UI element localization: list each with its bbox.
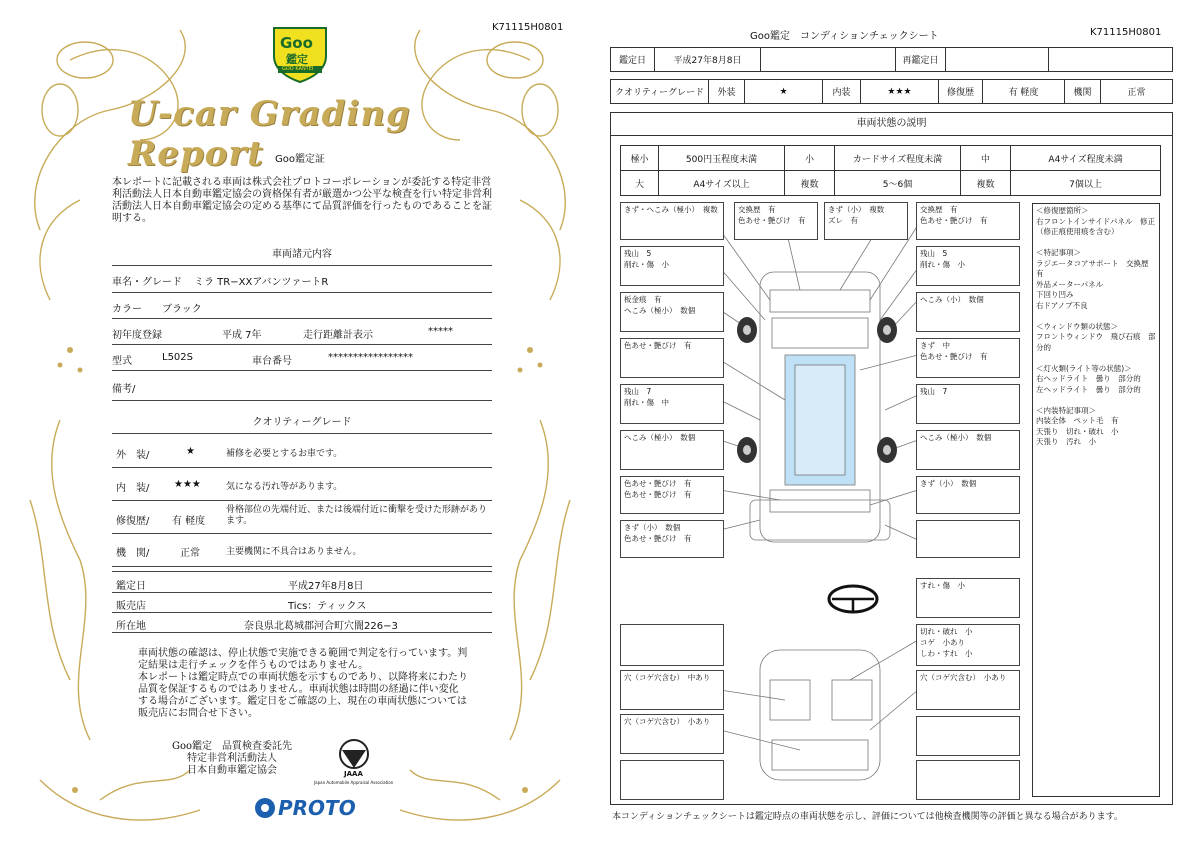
engine-value: 正常 — [180, 548, 200, 559]
damage-note: 残山 5 削れ・傷 小 — [624, 249, 669, 269]
interior-label: 内 装/ — [116, 483, 150, 494]
sheet-title: Goo鑑定 コンディションチェックシート — [750, 31, 939, 42]
repair-label: 修復歴/ — [116, 516, 150, 527]
re-date-label: 再鑑定日 — [896, 48, 946, 72]
date-label: 鑑定日 — [611, 48, 655, 72]
spec-header: 車両諸元内容 — [272, 249, 332, 260]
disclaimer-text: 車両状態の確認は、停止状態で実施できる範囲で判定を行っています。判定結果は走行チェックを伴うものではありません。 本レポートは鑑定時点での車両状態を示すものであり、以降将来にわたり品質を保証するものではありません。車両状態は時間の経過に伴い変化する場合がございます。鑑定日をご確認の上、現在の車両状態については販売店にお問合せ下さい。 — [138, 648, 468, 719]
car-name-label: 車名・グレード — [112, 277, 182, 288]
damage-note: へこみ（極小） 数個 — [920, 433, 992, 442]
legend-value: 500円玉程度未満 — [659, 146, 785, 171]
interior-desc: 気になる汚れ等があります。 — [226, 482, 343, 492]
repair-desc: 骨格部位の先端付近、または後端付近に衝撃を受けた形跡があります。 — [226, 505, 488, 526]
interior-note: 切れ・破れ 小 コゲ 小あり しわ・すれ 小 — [920, 627, 973, 658]
model-value: L502S — [162, 352, 194, 363]
interior-note: 穴（コゲ穴含む） 小あり — [624, 717, 711, 726]
footer-note: 本コンディションチェックシートは鑑定時点の車両状態を示し、評価については他検査機関等の評価と異なる場合があります。 — [612, 812, 1123, 822]
sheet-report-id: K71115H0801 — [1090, 27, 1162, 38]
repair-value: 有 軽度 — [172, 516, 206, 527]
int-grade: ★★★ — [861, 80, 939, 104]
legend-value: カードサイズ程度未満 — [835, 146, 961, 171]
exterior-desc: 補修を必要とするお車です。 — [226, 449, 343, 459]
report-id: K71115H0801 — [492, 22, 564, 33]
damage-note: きず（小） 数個 — [920, 479, 977, 488]
legend-key: 小 — [785, 146, 835, 171]
legend-value: A4サイズ程度未満 — [1011, 146, 1161, 171]
car-name: ミラ TR−XXアバンツァートR — [194, 277, 329, 288]
interior-grade: ★★★ — [174, 479, 201, 490]
date-label: 鑑定日 — [116, 581, 146, 592]
mileage-label: 走行距離計表示 — [303, 330, 373, 341]
logo-kanji: 鑑定 — [286, 53, 308, 66]
damage-note: きず（小） 数個 色あせ・艶びけ 有 — [624, 523, 692, 543]
rep-value: 有 軽度 — [983, 80, 1065, 104]
legend-key: 複数 — [961, 171, 1011, 196]
certificate-title: Goo鑑定証 — [275, 154, 325, 165]
proto-text: PROTO — [278, 796, 356, 820]
address-value: 奈良県北葛城郡河合町穴闇226−3 — [244, 621, 398, 632]
logo-sub: GOO KANTEI — [282, 66, 314, 72]
legend-value: 5〜6個 — [835, 171, 961, 196]
damage-note: へこみ（小） 数個 — [920, 295, 984, 304]
damage-note: へこみ（極小） 数個 — [624, 433, 696, 442]
damage-note: 交換歴 有 色あせ・艶びけ 有 — [920, 205, 988, 225]
damage-note: きず・へこみ（極小） 複数 — [624, 205, 718, 214]
condition-sheet — [600, 0, 1200, 848]
color-label: カラー — [112, 304, 142, 315]
inspector-org: Goo鑑定 品質検査委託先 特定非営利活動法人 日本自動車鑑定協会 — [171, 741, 293, 776]
rep-label: 修復歴 — [939, 80, 983, 104]
chassis-value: ***************** — [328, 352, 413, 363]
exterior-label: 外 装/ — [116, 450, 150, 461]
damage-note: 残山 7 — [920, 387, 948, 396]
interior-note: すれ・傷 小 — [920, 581, 965, 590]
damage-note: 残山 5 削れ・傷 小 — [920, 249, 965, 269]
eng-value: 正常 — [1101, 80, 1173, 104]
legend-key: 大 — [621, 171, 659, 196]
model-label: 型式 — [112, 356, 132, 367]
damage-note: 色あせ・艶びけ 有 色あせ・艶びけ 有 — [624, 479, 692, 499]
legend-key: 極小 — [621, 146, 659, 171]
interior-note: 穴（コゲ穴含む） 小あり — [920, 673, 1007, 682]
goo-kantei-logo — [268, 22, 332, 84]
engine-label: 機 関/ — [116, 548, 150, 559]
registration-value: 平成 7年 — [222, 330, 262, 341]
jaaa-text: JAAA — [344, 770, 363, 778]
chassis-label: 車台番号 — [252, 356, 292, 367]
eng-label: 機関 — [1065, 80, 1101, 104]
state-title: 車両状態の説明 — [610, 112, 1173, 136]
shop-value: Tics：ティックス — [288, 601, 367, 612]
legend-value: A4サイズ以上 — [659, 171, 785, 196]
proto-logo — [254, 794, 354, 822]
jaaa-sub: Japan Automobile Appraisal Association — [314, 780, 394, 785]
int-label: 内装 — [823, 80, 861, 104]
date-value: 平成27年8月8日 — [655, 48, 761, 72]
ext-grade: ★ — [745, 80, 823, 104]
damage-note: 板金痕 有 へこみ（極小） 数個 — [624, 295, 696, 315]
proto-mark-icon — [254, 797, 276, 819]
qg-label: クオリティーグレード — [611, 80, 709, 104]
intro-text: 本レポートに記載される車両は株式会社プロトコーポレーションが委託する特定非営利活動法人日本自動車鑑定協会の資格保有者が厳選かつ公平な検査を行い特定非営利活動法人日本自動車鑑定協会の定める基準にて品質評価を行ったものであることを証明する。 — [112, 177, 492, 224]
color-value: ブラック — [162, 304, 202, 315]
shop-label: 販売店 — [116, 601, 146, 612]
legend-key: 複数 — [785, 171, 835, 196]
ext-label: 外装 — [709, 80, 745, 104]
interior-note: 穴（コゲ穴含む） 中あり — [624, 673, 711, 682]
engine-desc: 主要機関に不具合はありません。 — [226, 547, 362, 557]
exterior-grade: ★ — [186, 446, 195, 457]
remarks-label: 備考/ — [112, 384, 136, 395]
address-label: 所在地 — [116, 621, 146, 632]
mileage-value: ***** — [428, 326, 453, 337]
damage-note: きず 中 色あせ・艶びけ 有 — [920, 341, 988, 361]
damage-note: 交換歴 有 色あせ・艶びけ 有 — [738, 205, 806, 225]
jaaa-logo — [314, 738, 394, 790]
date-value: 平成27年8月8日 — [288, 581, 364, 592]
damage-note: 色あせ・艶びけ 有 — [624, 341, 692, 350]
logo-brand: Goo — [280, 34, 313, 52]
legend-key: 中 — [961, 146, 1011, 171]
damage-note: きず（小） 複数 ズレ 有 — [828, 205, 885, 225]
report-title: U-car Grading Report — [128, 94, 411, 174]
quality-header: クオリティーグレード — [252, 417, 352, 428]
damage-note: 残山 7 削れ・傷 中 — [624, 387, 669, 407]
legend-value: 7個以上 — [1011, 171, 1161, 196]
globe-icon — [336, 738, 372, 770]
registration-label: 初年度登録 — [112, 330, 162, 341]
remarks-panel: ＜修復歴箇所＞ 右フロントインサイドパネル 修正 （修正痕使用痕を含む） ＜特記事項＞ ラジエータコアサポート 交換歴 有 外品メーターパネル 下回り凹み 右ドアノブ不良 ＜ウィンドウ類の状態＞ フロントウィンドウ 飛び石痕 部 分的 ＜灯火類(ライト等の状態)＞ 右ヘッドライト 曇り 部分的 左ヘッドライト 曇り 部分的 ＜内装特記事項＞ 内装全体 ペット毛 有 天張り 切れ・破れ 小 天張り 汚れ 小 — [1032, 203, 1160, 797]
